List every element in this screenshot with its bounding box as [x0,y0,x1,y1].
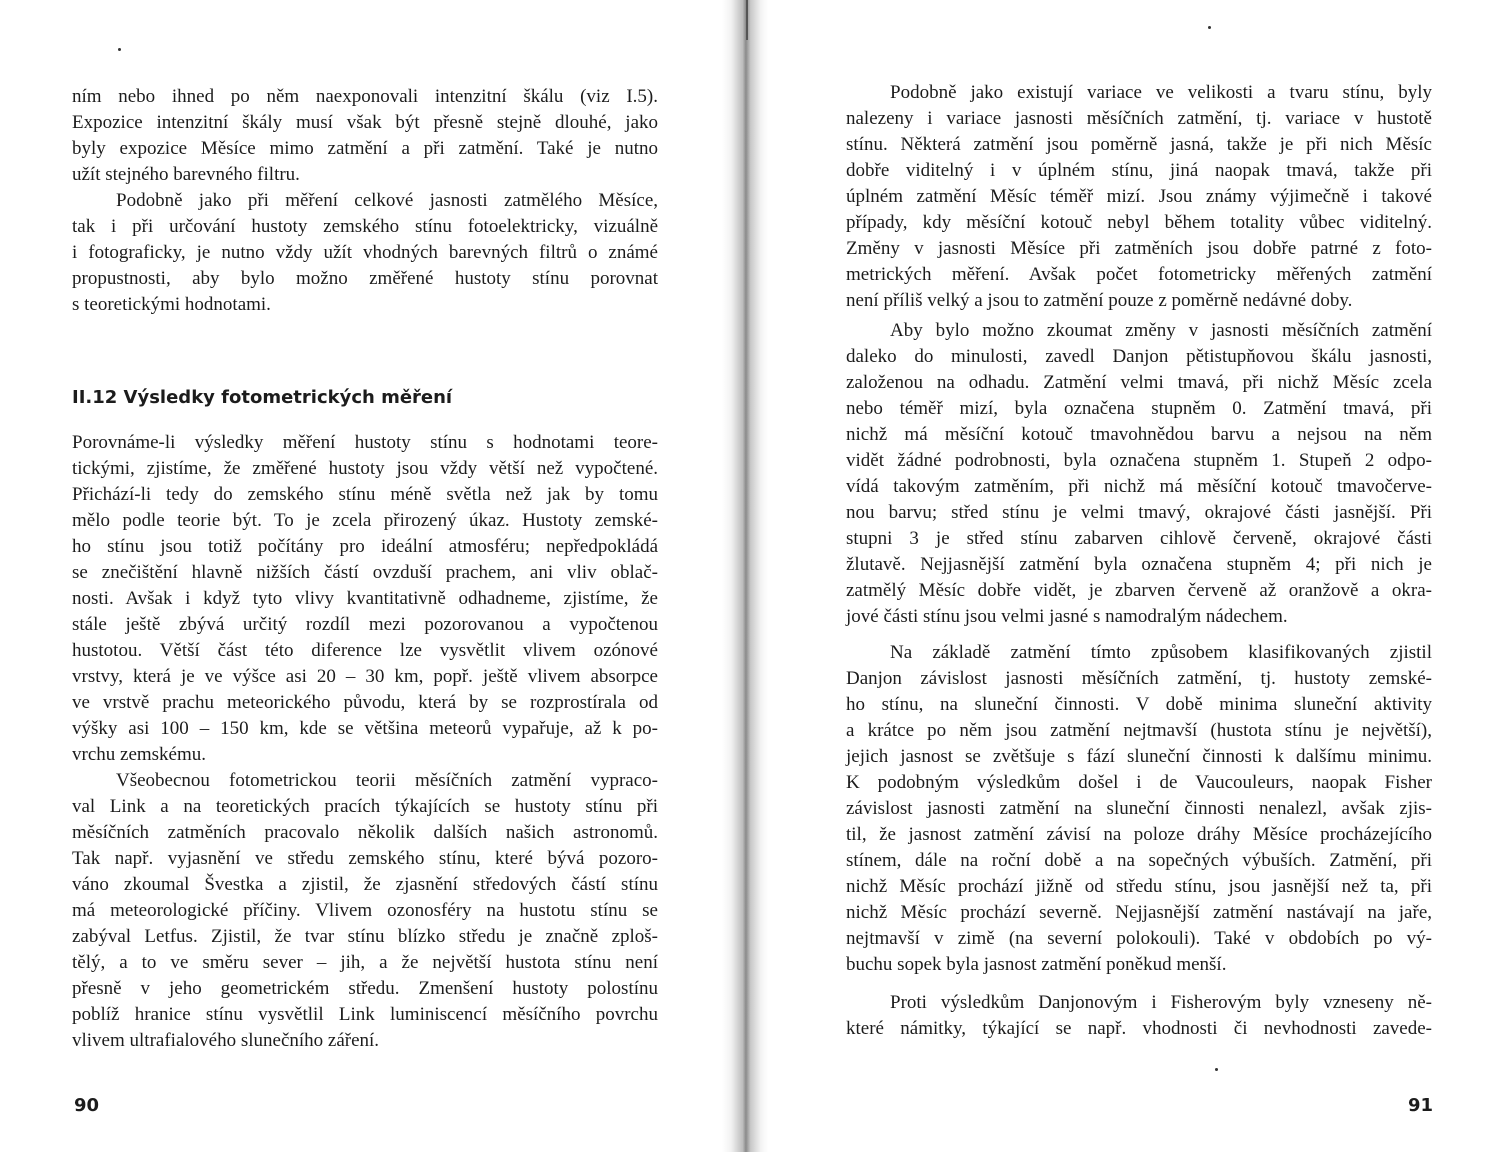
text-line: til, že jasnost zatmění závisí na poloze dráhy Měsíce procházejícího [846,824,1432,845]
text-line: s teoretickými hodnotami. [72,294,271,315]
text-line: i fotograficky, je nutno vždy užít vhodných barevných filtrů o známé [72,242,658,263]
text-line: založenou na odhadu. Zatmění velmi tmavá, při nichž Měsíc zcela [846,372,1432,393]
text-line: jejich jasnost se zvětšuje s fází sluneční činnosti k dalšímu minimu. [846,746,1432,767]
text-line: nichž má měsíční kotouč tmavohnědou barvu a nejsou na něm [846,424,1432,445]
page-number: 90 [74,1095,100,1116]
text-line: buchu sopek byla jasnost zatmění poněkud menší. [846,954,1227,975]
text-line: mělo podle teorie být. To je zcela přirozený úkaz. Hustoty zemské- [72,510,658,531]
text-line: Změny v jasnosti Měsíce při zatměních jsou dobře patrné z foto- [846,238,1432,259]
text-line: stupni 3 je střed stínu zabarven cihlově červeně, okrajové části [846,528,1432,549]
text-line: Porovnáme-li výsledky měření hustoty stínu s hodnotami teore- [72,432,658,453]
text-line: zatmělý Měsíc dobře vidět, je zbarven červeně až oranžově a okra- [846,580,1432,601]
text-line: nichž Měsíc prochází severně. Nejjasnější zatmění nastávají na jaře, [846,902,1432,923]
text-line: stále ještě zbývá určitý rozdíl mezi pozorovanou a vypočtenou [72,614,658,635]
text-line: zabýval Letfus. Zjistil, že tvar stínu blízko středu je značně zploš- [72,926,658,947]
text-line: dobře viditelný i v úplném stínu, jiná naopak tmavá, takže při [846,160,1432,181]
text-line: ho stínu jsou totiž počítány pro ideální atmosféru; nepředpokládá [72,536,658,557]
text-line: vídá takovým zatměním, při nichž má měsíční kotouč tmavočerve- [846,476,1432,497]
text-line: poblíž hranice stínu vysvětlil Link luminiscencí měsíčního povrchu [72,1004,658,1025]
text-line: váno zkoumal Švestka a zjistil, že zjasnění středových částí stínu [72,874,658,895]
text-line: Proti výsledkům Danjonovým i Fisherovým byly vzneseny ně- [890,992,1432,1013]
text-line: a krátce po něm jsou zatmění nejtmavší (hustota stínu je největší), [846,720,1432,741]
text-line: propustnosti, aby bylo možno změřené hustoty stínu porovnat [72,268,658,289]
text-line: daleko do minulosti, zavedl Danjon pětistupňovou škálu jasnosti, [846,346,1432,367]
text-line: val Link a na teoretických pracích týkajících se hustoty stínu při [72,796,658,817]
text-line: Danjon závislost jasnosti měsíčních zatmění, tj. hustoty zemské- [846,668,1432,689]
text-line: jové části stínu jsou velmi jasné s namodralým nádechem. [846,606,1288,627]
text-line: tickými, zjistíme, že změřené hustoty jsou vždy větší než vypočtené. [72,458,658,479]
text-line: hustotou. Větší část této diference lze vysvětlit vlivem ozónové [72,640,658,661]
text-line: ním nebo ihned po něm naexponovali intenzitní škálu (viz I.5). [72,86,658,107]
text-line: které námitky, týkající se např. vhodnosti či nevhodnosti zavede- [846,1018,1432,1039]
text-line: Podobně jako při měření celkové jasnosti zatmělého Měsíce, [116,190,658,211]
text-line: užít stejného barevného filtru. [72,164,300,185]
text-line: nejtmavší v zimě (na severní polokouli). Také v obdobích po vý- [846,928,1432,949]
text-line: vrchu zemskému. [72,744,207,765]
text-line: byly expozice Měsíce mimo zatmění a při zatmění. Také je nutno [72,138,658,159]
text-line: nosti. Avšak i když tyto vlivy kvantitativně odhadneme, zjistíme, že [72,588,658,609]
text-line: vlivem ultrafialového slunečního záření. [72,1030,380,1051]
text-line: případy, kdy měsíční kotouč nebyl během totality vůbec viditelný. [846,212,1432,233]
text-line: vrstvy, která je ve výšce asi 20 – 30 km, popř. ještě vlivem absorpce [72,666,658,687]
text-line: ho stínu, na sluneční činnosti. V době minima sluneční aktivity [846,694,1432,715]
text-line: závislost jasnosti zatmění na sluneční činnosti nenalezl, avšak zjis- [846,798,1432,819]
text-line: stínem, dále na roční době a na sopečných výbuších. Zatmění, při [846,850,1432,871]
left-page [0,0,735,1152]
text-line: K podobným výsledkům došel i de Vaucouleurs, naopak Fisher [846,772,1432,793]
text-line: metrických měření. Avšak počet fotometricky měřených zatmění [846,264,1432,285]
text-line: vidět žádné podrobnosti, byla označena stupněm 1. Stupeň 2 odpo- [846,450,1432,471]
text-line: Tak např. vyjasnění ve středu zemského stínu, které bývá pozoro- [72,848,658,869]
speck-mark [1208,26,1211,29]
speck-mark [118,48,121,51]
text-line: nichž Měsíc prochází jižně od středu stínu, jsou jasnější než ta, při [846,876,1432,897]
text-line: Aby bylo možno zkoumat změny v jasnosti měsíčních zatmění [890,320,1432,341]
text-line: přesně v jeho geometrickém středu. Zmenšení hustoty polostínu [72,978,658,999]
right-page [760,0,1506,1152]
text-line: tělý, a to ve směru sever – jih, a že největší hustota stínu není [72,952,658,973]
text-line: stínu. Některá zatmění jsou poměrně jasná, takže je při nich Měsíc [846,134,1432,155]
text-line: Na základě zatmění tímto způsobem klasifikovaných zjistil [890,642,1432,663]
section-heading: II.12 Výsledky fotometrických měření [72,387,453,408]
text-line: Přichází-li tedy do zemského stínu méně světla než jak by tomu [72,484,658,505]
text-line: má meteorologické příčiny. Vlivem ozonosféry na hustotu stínu se [72,900,658,921]
text-line: Expozice intenzitní škály musí však být přesně stejně dlouhé, jako [72,112,658,133]
page-number: 91 [1408,1095,1434,1116]
text-line: není příliš velký a jsou to zatmění pouze z poměrně nedávné doby. [846,290,1353,311]
text-line: výšky asi 100 – 150 km, kde se většina meteorů vypařuje, až k po- [72,718,658,739]
text-line: Všeobecnou fotometrickou teorii měsíčních zatmění vypraco- [116,770,658,791]
text-line: se znečištění hlavně nižších částí ovzduší prachem, ani vliv oblač- [72,562,658,583]
text-line: tak i při určování hustoty zemského stínu fotoelektricky, vizuálně [72,216,658,237]
text-line: nalezeny i variace jasnosti měsíčních zatmění, tj. variace v hustotě [846,108,1432,129]
text-line: úplném zatmění Měsíc téměř mizí. Jsou známy výjimečně i takové [846,186,1432,207]
text-line: nou barvu; střed stínu je velmi tmavý, okrajové části jasnější. Při [846,502,1432,523]
text-line: Podobně jako existují variace ve velikosti a tvaru stínu, byly [890,82,1432,103]
text-line: ve vrstvě prachu meteorického původu, která by se rozprostírala od [72,692,658,713]
text-line: měsíčních zatměních pracovalo několik dalších našich astronomů. [72,822,658,843]
text-line: žlutavě. Nejjasnější zatmění byla označena stupněm 4; při nich je [846,554,1432,575]
spine-mark [746,0,748,40]
text-line: nebo téměř mizí, byla označena stupněm 0. Zatmění tmavá, při [846,398,1432,419]
speck-mark [1215,1068,1218,1071]
